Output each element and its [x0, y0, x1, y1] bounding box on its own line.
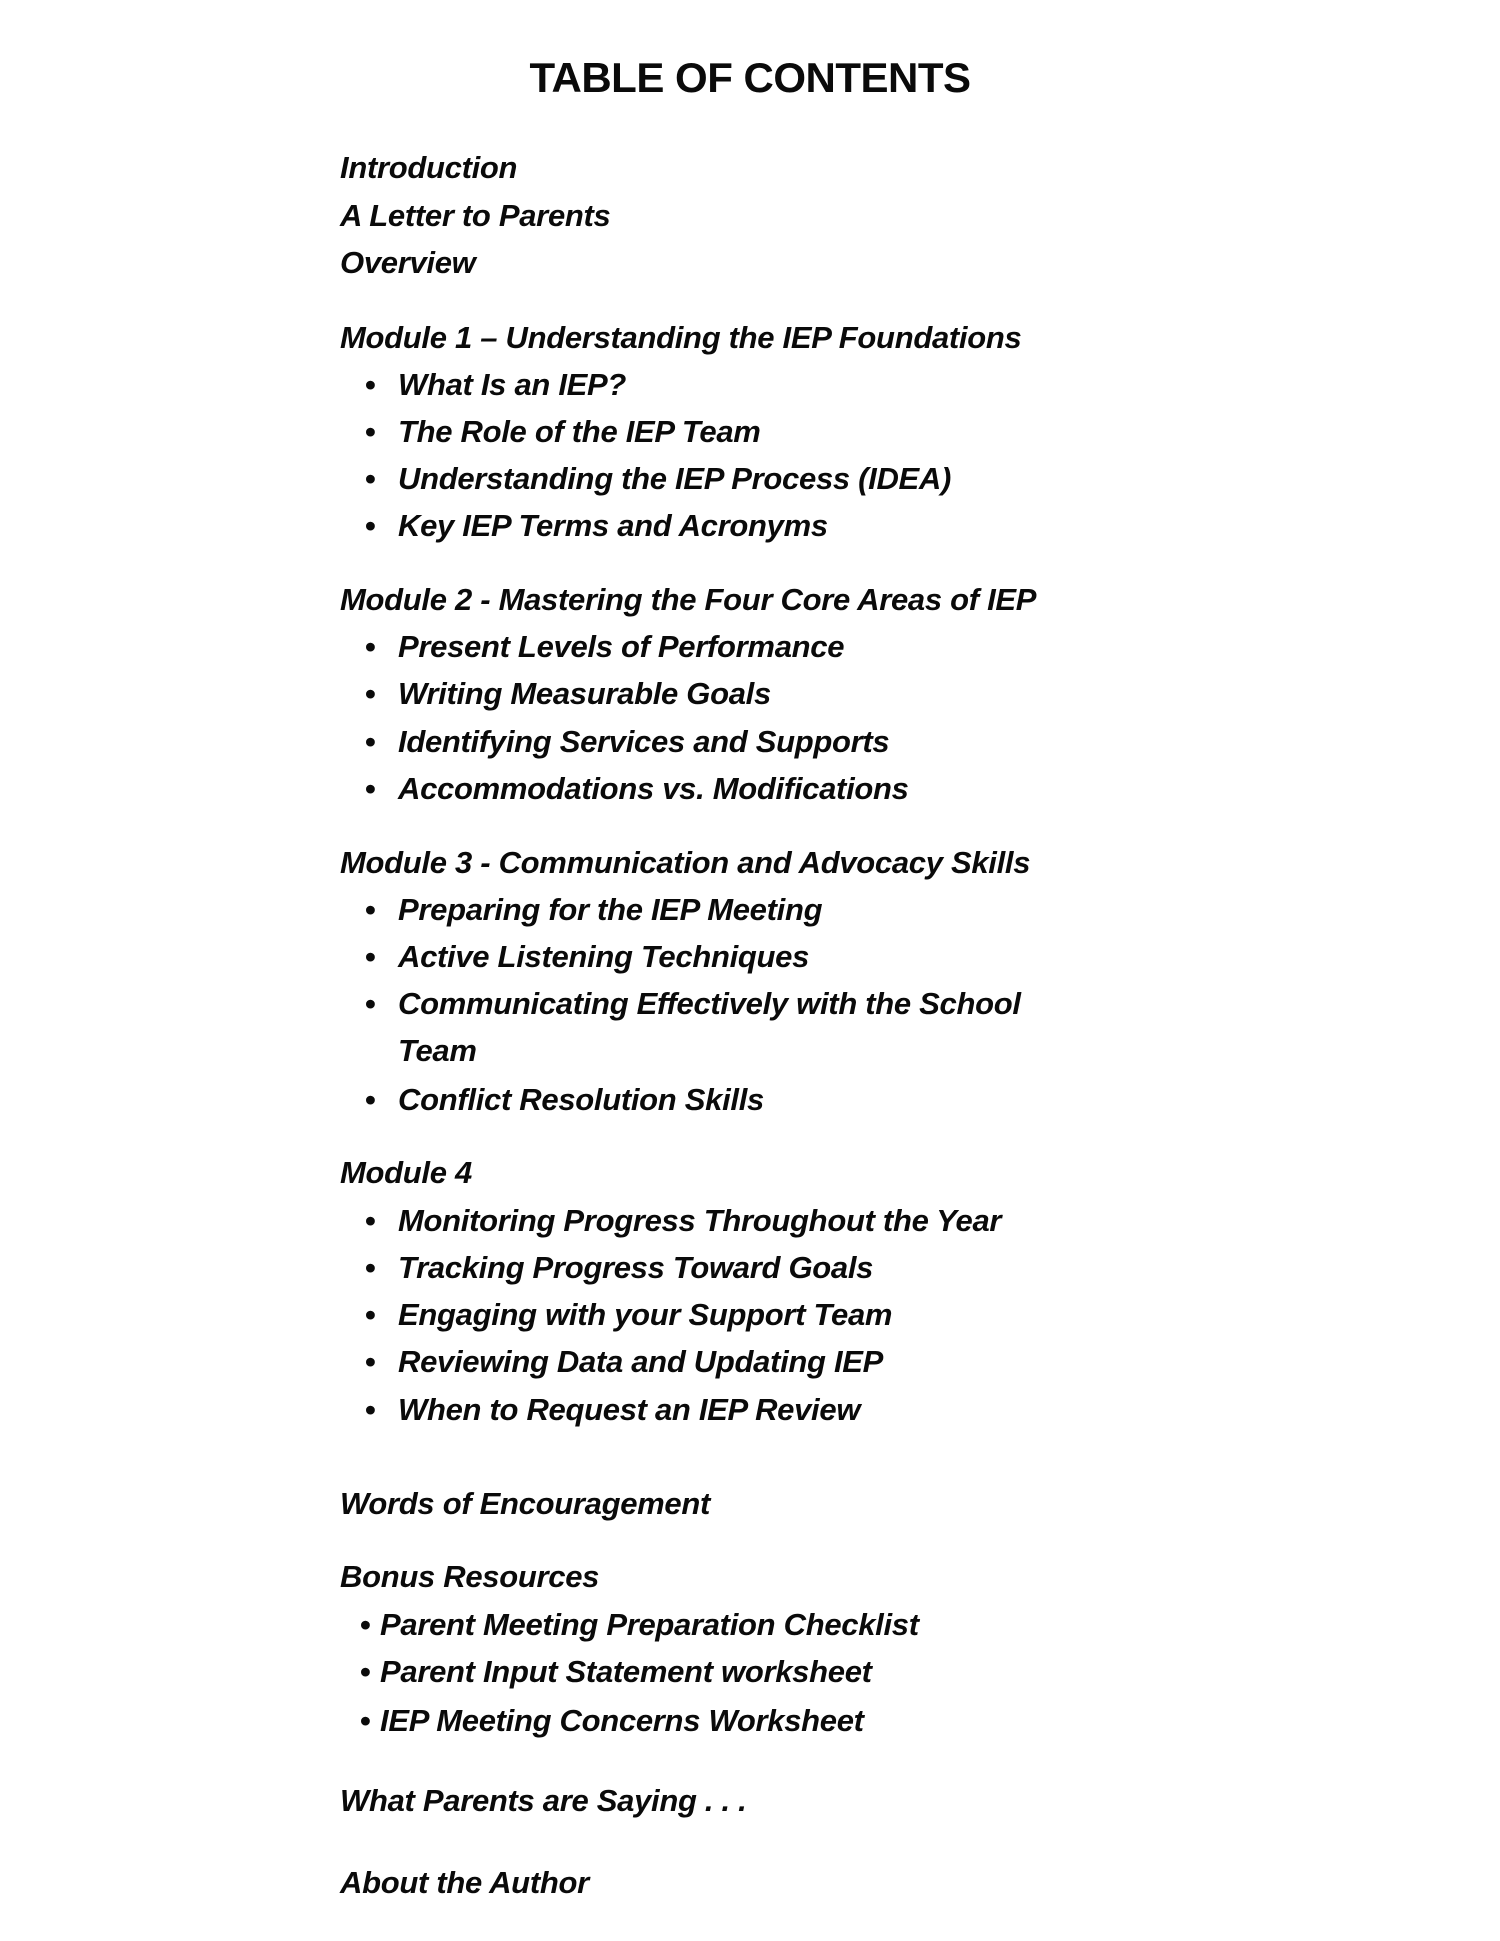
page-title: TABLE OF CONTENTS	[529, 54, 971, 101]
toc-module-1[interactable]: Module 1 – Understanding the IEP Foundations	[340, 320, 1022, 355]
toc-module-3[interactable]: Module 3 - Communication and Advocacy Skills	[340, 845, 1031, 880]
toc-item[interactable]: • Accommodations vs. Modifications	[398, 765, 909, 813]
toc-bonus-resources[interactable]: Bonus Resources	[340, 1559, 600, 1594]
toc-item-continuation[interactable]: Team	[398, 1033, 477, 1068]
toc-entry-overview[interactable]: Overview	[340, 245, 476, 280]
toc-item[interactable]: • The Role of the IEP Team	[398, 408, 761, 456]
toc-bonus-item[interactable]: • Parent Meeting Preparation Checklist	[380, 1601, 919, 1649]
toc-entry-author[interactable]: About the Author	[340, 1865, 589, 1900]
toc-item[interactable]: • Present Levels of Performance	[398, 623, 844, 671]
toc-item[interactable]: • What Is an IEP?	[398, 361, 626, 409]
toc-bonus-item[interactable]: • Parent Input Statement worksheet	[380, 1648, 872, 1696]
toc-item[interactable]: • Preparing for the IEP Meeting	[398, 886, 822, 934]
toc-entry-encouragement[interactable]: Words of Encouragement	[340, 1486, 711, 1521]
toc-module-4[interactable]: Module 4	[340, 1155, 472, 1190]
toc-entry-testimonials[interactable]: What Parents are Saying . . .	[340, 1783, 747, 1818]
toc-item[interactable]: • Communicating Effectively with the School	[398, 980, 1021, 1028]
toc-item[interactable]: • Understanding the IEP Process (IDEA)	[398, 455, 951, 503]
toc-item[interactable]: • Key IEP Terms and Acronyms	[398, 502, 828, 550]
toc-entry-introduction[interactable]: Introduction	[340, 150, 518, 185]
toc-item[interactable]: • Writing Measurable Goals	[398, 670, 771, 718]
toc-item[interactable]: • Conflict Resolution Skills	[398, 1076, 764, 1124]
toc-item[interactable]: • Identifying Services and Supports	[398, 718, 889, 766]
toc-item[interactable]: • Engaging with your Support Team	[398, 1291, 892, 1339]
toc-item[interactable]: • Tracking Progress Toward Goals	[398, 1244, 873, 1292]
toc-entry-letter[interactable]: A Letter to Parents	[340, 198, 611, 233]
toc-item[interactable]: • Active Listening Techniques	[398, 933, 809, 981]
toc-item[interactable]: • Monitoring Progress Throughout the Year	[398, 1197, 1001, 1245]
toc-bonus-item[interactable]: • IEP Meeting Concerns Worksheet	[380, 1697, 864, 1745]
toc-item[interactable]: • Reviewing Data and Updating IEP	[398, 1338, 883, 1386]
toc-item[interactable]: • When to Request an IEP Review	[398, 1386, 860, 1434]
toc-module-2[interactable]: Module 2 - Mastering the Four Core Areas of IEP	[340, 582, 1037, 617]
